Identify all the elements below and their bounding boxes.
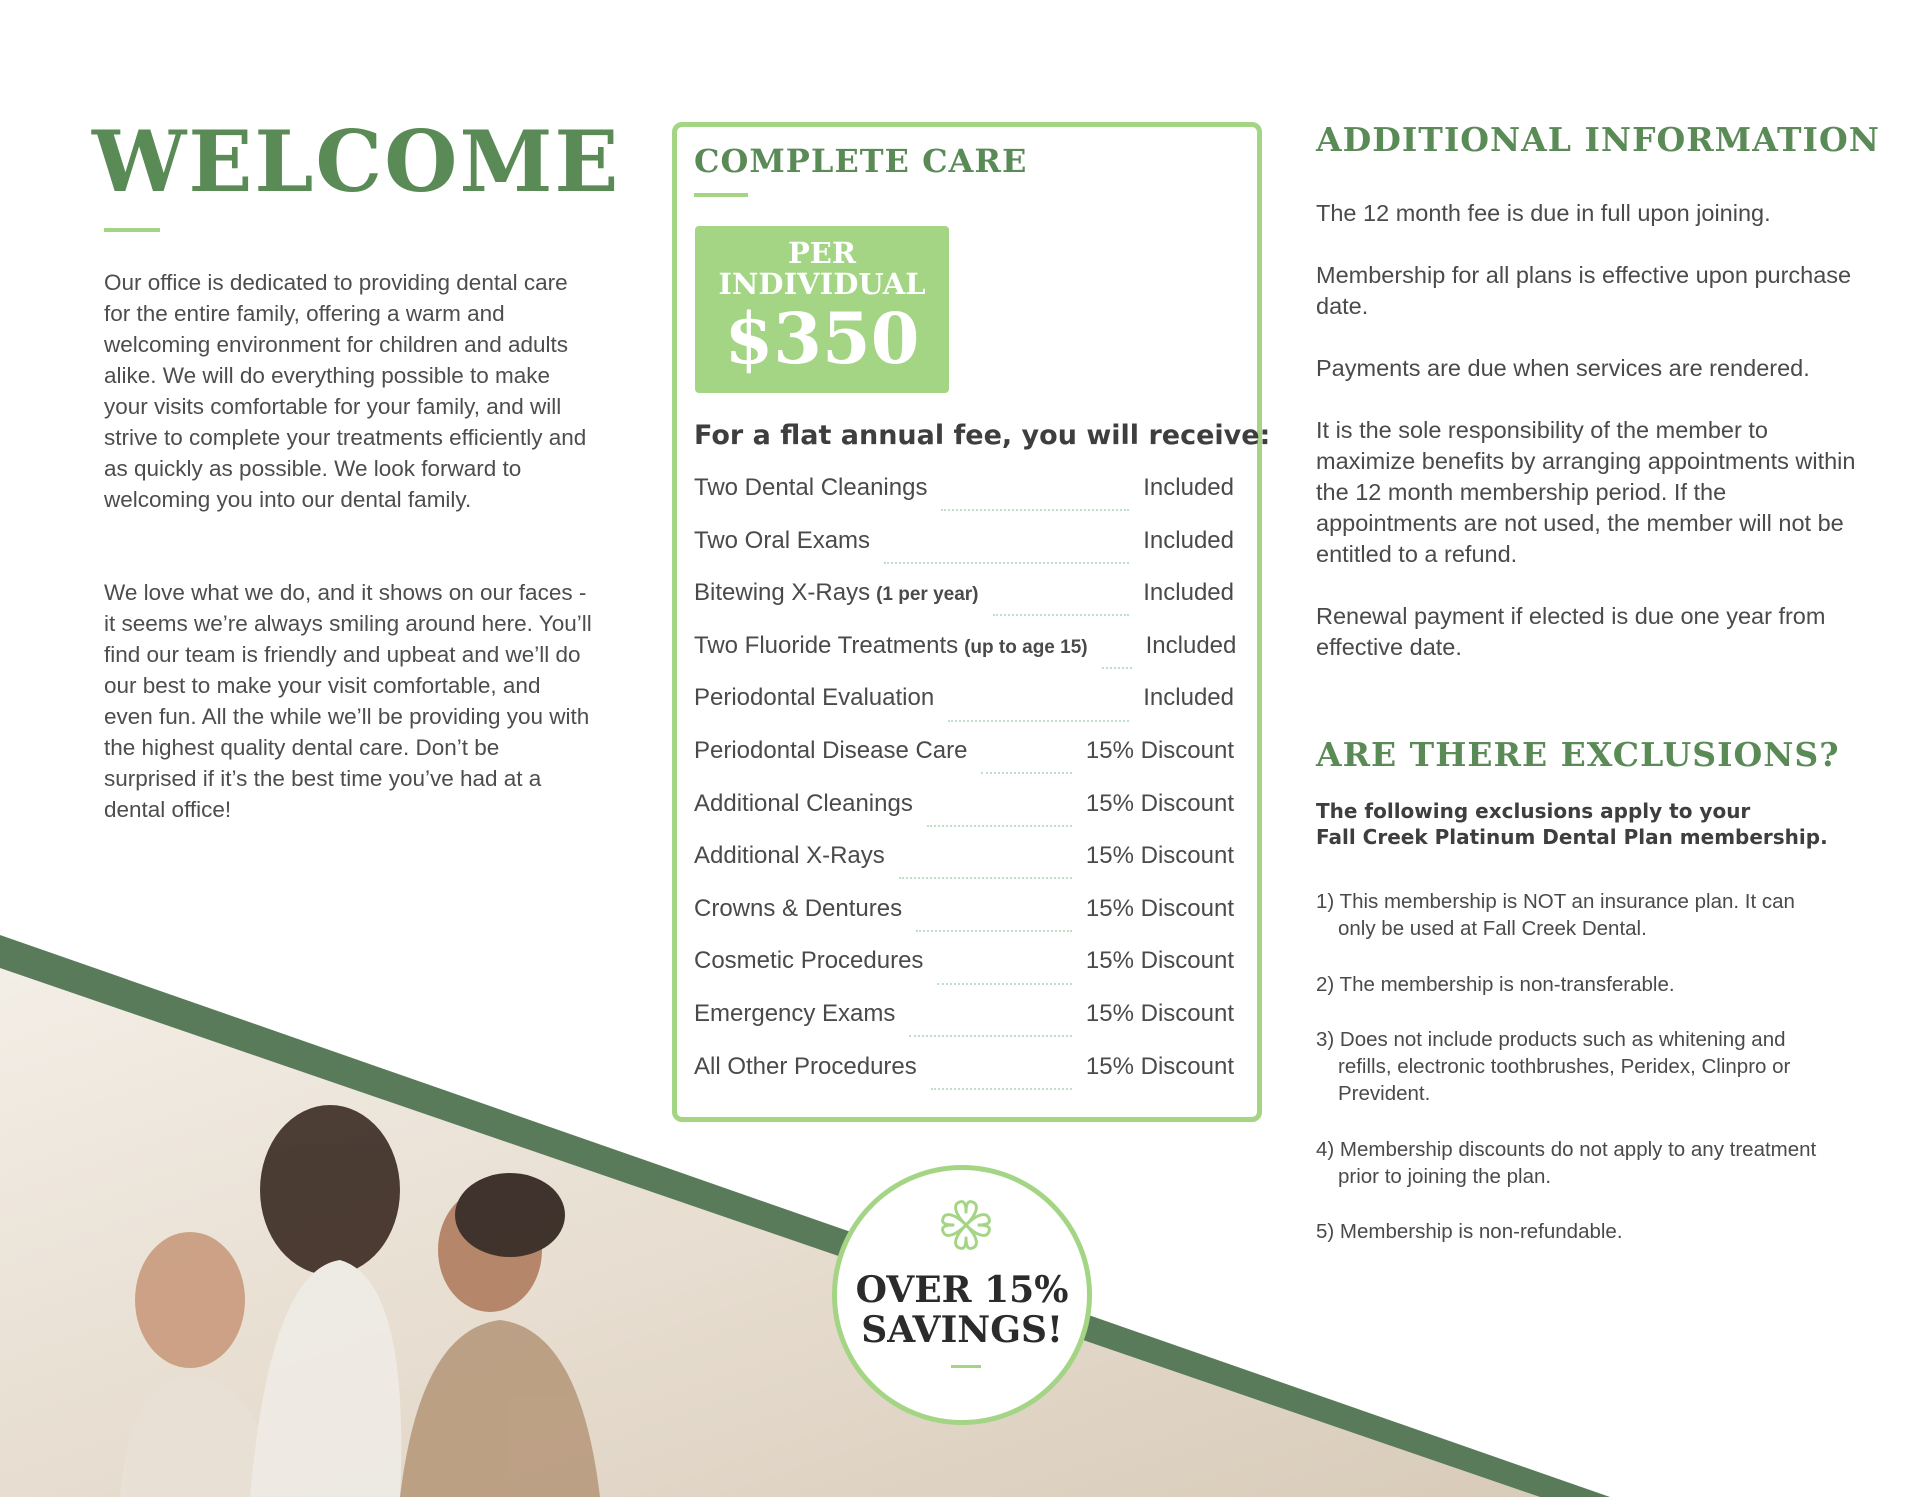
benefit-row [694,684,1234,737]
additional-info-title: ADDITIONAL INFORMATION [1316,120,1880,159]
benefit-row [694,527,1234,580]
additional-info-item: The 12 month fee is due in full upon joining. [1316,200,1771,226]
benefit-name: Two Dental Cleanings [694,474,928,501]
exclusion-item: 5) Membership is non-refundable. [1316,1220,1623,1243]
benefit-note: (up to age 15) [964,636,1088,658]
benefit-name: Bitewing X-Rays [694,579,871,607]
exclusion-item: 1) This membership is NOT an insurance plan. It can only be used at Fall Creek Dental. [1316,890,1795,940]
benefit-value: Included [1143,526,1234,554]
exclusions-intro-line-2: Fall Creek Platinum Dental Plan membership. [1316,825,1828,849]
benefit-value: Included [1143,684,1234,712]
exclusions-title: ARE THERE EXCLUSIONS? [1316,735,1840,774]
benefit-row [694,790,1234,843]
welcome-paragraph-2: We love what we do, and it shows on our faces - it seems we’re always smiling around here. You’ll find our team is friendly and upbeat and we’ll do our best to make your visit comfortable, and even fun. All the while we’ll be providing you with the highest quality dental care. Don’t be surprised if it’s the best time you’ve had at a dental office! [104,580,592,822]
welcome-paragraph-1: Our office is dedicated to providing dental care for the entire family, offering a warm and welcoming environment for children and adults alike. We will do everything possible to make your visits comfortable for your family, and will strive to complete your treatments efficiently and as quickly as possible. We look forward to welcoming you into our dental family. [104,270,587,512]
exclusion-item: 3) Does not include products such as whitening and refills, electronic toothbrushes, Peridex, Clinpro or Prevident. [1316,1028,1791,1105]
dotted-leader [927,825,1072,827]
savings-line-2: SAVINGS! [861,1309,1063,1351]
benefit-value: 15% Discount [1085,947,1234,975]
benefit-name: Two Fluoride Treatments [694,631,959,659]
exclusions-intro [1316,798,1856,850]
welcome-title-rule [104,228,160,232]
complete-care-title-rule [694,193,748,197]
benefit-name: Crowns & Dentures [694,894,903,922]
savings-badge [832,1165,1092,1425]
benefit-row [694,1000,1234,1053]
benefit-value: 15% Discount [1085,894,1234,922]
benefit-row [694,579,1234,632]
benefit-value: Included [1145,631,1237,659]
benefit-name: Additional X-Rays [694,842,885,870]
fee-heading: For a flat annual fee, you will receive: [694,420,1271,451]
benefit-value: Included [1143,579,1234,607]
complete-care-title: COMPLETE CARE [694,142,1028,180]
welcome-title: WELCOME [92,112,621,211]
exclusion-item: 2) The membership is non-transferable. [1316,973,1675,996]
benefit-name: Additional Cleanings [694,789,913,817]
benefit-value: 15% Discount [1085,736,1234,764]
savings-text [837,1270,1087,1350]
price-label-per: PER [787,236,856,270]
benefit-note: (1 per year) [876,584,979,606]
dotted-leader [941,509,1129,511]
benefit-row [694,474,1234,527]
dotted-leader [948,720,1129,722]
dotted-leader [981,772,1071,774]
savings-line-1: OVER 15% [855,1269,1069,1311]
dotted-leader [884,562,1129,564]
benefit-value: 15% Discount [1085,842,1234,870]
dotted-leader [916,930,1072,932]
additional-info-item: It is the sole responsibility of the member to maximize benefits by arranging appointments within the 12 month membership period. If the appointments are not used, the member will not be entitled to a refund. [1316,417,1856,567]
benefit-value: Included [1143,474,1234,501]
price-amount: $350 [724,297,920,380]
additional-info-item: Membership for all plans is effective upon purchase date. [1316,262,1852,319]
benefit-name: Two Oral Exams [694,526,871,554]
benefit-row [694,895,1234,948]
benefit-value: 15% Discount [1085,1052,1234,1080]
dotted-leader [937,983,1072,985]
additional-info-item: Renewal payment if elected is due one year from effective date. [1316,603,1826,660]
benefit-row [694,737,1234,790]
benefit-name: Periodontal Evaluation [694,684,935,712]
benefit-name: Periodontal Disease Care [694,736,968,764]
benefit-name: Cosmetic Procedures [694,947,924,975]
price-box [695,226,949,393]
benefit-row [694,631,1237,685]
benefit-row [694,842,1234,895]
benefit-name: Emergency Exams [694,999,896,1027]
benefit-row [694,1053,1234,1106]
benefits-list [694,474,1237,1105]
exclusion-item: 4) Membership discounts do not apply to any treatment prior to joining the plan. [1316,1138,1817,1188]
dotted-leader [1102,667,1132,669]
benefit-value: 15% Discount [1085,999,1234,1027]
benefit-value: 15% Discount [1085,789,1234,817]
dotted-leader [993,614,1130,616]
clover-icon [937,1196,995,1254]
savings-rule [951,1365,981,1368]
exclusions-intro-line-1: The following exclusions apply to your [1316,799,1751,823]
price-label-individual: INDIVIDUAL [718,267,926,301]
dotted-leader [931,1088,1072,1090]
dotted-leader [899,877,1072,879]
additional-info-item: Payments are due when services are rendered. [1316,355,1810,381]
benefit-row [694,947,1234,1000]
benefit-name: All Other Procedures [694,1052,917,1080]
dotted-leader [909,1035,1072,1037]
